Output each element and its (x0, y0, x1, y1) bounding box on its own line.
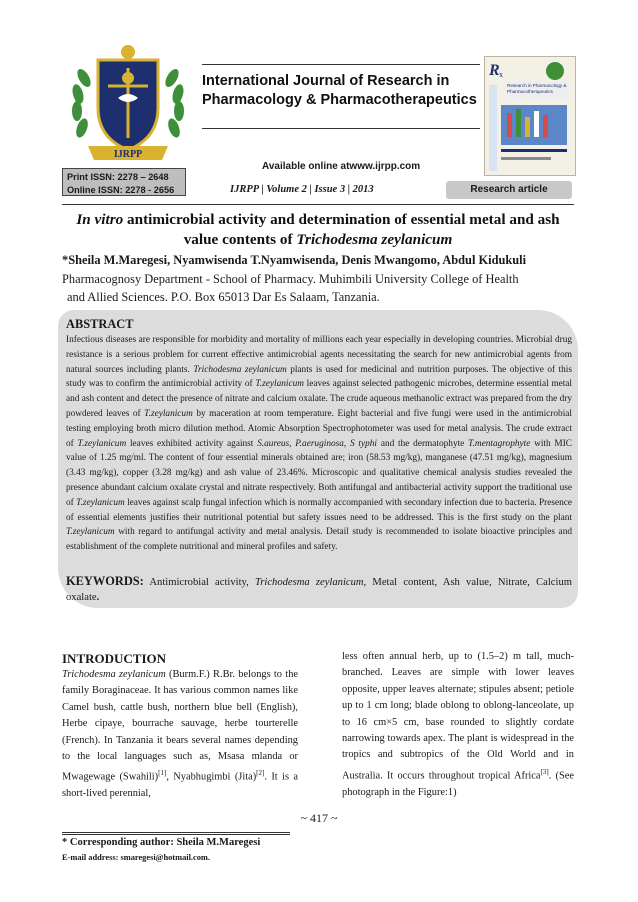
footnote-rule (62, 832, 290, 835)
abstract-text: with regard to antifungal activity and metal analysis. Detail study is recommended to isolate bioactive principles and establishment of the complete nutritional and mineral profiles and safety. (66, 527, 572, 553)
intro-text: . (See photograph in the Figure:1) (342, 770, 574, 798)
intro-species: Trichodesma zeylanicum (62, 669, 166, 680)
svg-text:R: R (489, 62, 500, 79)
abstract-italic: T.zeylanicum (76, 497, 125, 508)
abstract-italic: T.zeylanicum (255, 379, 304, 390)
journal-title-line2: Pharmacology & Pharmacotherapeutics (202, 92, 477, 108)
intro-text: . It is a short-lived perennial, (62, 771, 298, 800)
journal-logo (62, 38, 194, 166)
abstract-body (66, 333, 572, 555)
title-main: antimicrobial activity and determination of essential metal and ash value contents of (123, 211, 560, 248)
abstract-text: Infectious diseases are responsible for morbidity and mortality of millions each year especially in developing countries. Microbial drug resistance is a serious problem for current effective antimicrobial agents necessitating the search for new antimicrobial agents from natural sources including plants. (66, 335, 572, 375)
article-type-badge: Research article (446, 181, 572, 199)
page-number: ~ 417 ~ (300, 811, 338, 825)
keywords (66, 574, 572, 605)
citation-ref[interactable]: [2] (256, 769, 265, 778)
author-email[interactable]: E-mail address: smaregesi@hotmail.com. (62, 853, 210, 862)
abstract-text: and the dermatophyte (377, 438, 469, 449)
intro-text: (Burm.F.) R.Br. belongs to the family Boraginaceae. It has various common names like Camel bush, cattle bush, northern blue bell (English), Herbe cipaye, bourrache sauvage, herbe tourterelle (French). In Tanzania it bears several names depending to the local languages such as, Msasa mlanda or Mwagewage (Swahili) (62, 669, 298, 783)
header-rule-top (202, 64, 480, 65)
svg-text:x: x (499, 70, 503, 79)
keywords-text: Antimicrobial activity, (143, 577, 255, 588)
authors: *Sheila M.Maregesi, Nyamwisenda T.Nyamwisenda, Denis Mwangomo, Abdul Kidukuli (62, 253, 527, 267)
header-rule-bottom (202, 128, 480, 129)
abstract-text: leaves exhibited activity against (126, 438, 258, 449)
title-species: Trichodesma zeylanicum (296, 231, 453, 248)
abstract-italic: T.mentagrophyte (468, 438, 531, 449)
header-divider (62, 204, 574, 205)
abstract-text: leaves against scalp fungal infection which is normally accompanied with secondary infection due to bacteria. Presence of essential elements justifies their nutritional potential but safety issues need to be addressed. This is the first study on the plant (66, 497, 572, 523)
introduction-heading: INTRODUCTION (62, 651, 167, 666)
keywords-italic: Trichodesma zeylanicum, (254, 577, 367, 588)
issn-print: Print ISSN: 2278 – 2648 (67, 172, 169, 182)
journal-title-line1: International Journal of Research in (202, 73, 450, 89)
introduction-right-column (342, 649, 574, 801)
corresponding-author: * Corresponding author: Sheila M.Maregesi (62, 837, 261, 848)
affiliation-line2: and Allied Sciences. P.O. Box 65013 Dar Es Salaam, Tanzania. (67, 290, 380, 304)
logo-text: IJRPP (113, 149, 143, 160)
abstract-italic: T.zeylanicum (144, 408, 193, 419)
issn-box (62, 168, 186, 196)
intro-text: , Nyabhugimbi (Jita) (166, 771, 257, 783)
affiliation-line1: Pharmacognosy Department - School of Pharmacy. Muhimbili University College of Health (62, 272, 519, 286)
keywords-period: . (96, 592, 100, 603)
citation-ref[interactable]: [1] (158, 769, 167, 778)
journal-cover-thumbnail (484, 56, 576, 176)
issue-line: IJRPP | Volume 2 | Issue 3 | 2013 (230, 184, 374, 195)
available-online-text: Available online atwww.ijrpp.com (262, 161, 421, 172)
cover-art-icon (485, 57, 575, 175)
abstract-text: with MIC value of 1.25 mg/ml. The content of four essential minerals obtained are; iron (58.53 mg/kg), manganese (47.51 mg/kg), magnesium (3.43 mg/kg), copper (3.28 mg/kg) and ash value of 23.46%. Microscopic and qualitative chemical analysis studies revealed the presence abundant calcium oxalate crystal and nitrate respectively. Both antifungal and antibacterial activity support the traditional use of (66, 438, 572, 508)
intro-text: less often annual herb, up to (1.5–2) m tall, much-branched. Leaves are simple with lower leaves opposite, upper leaves alternate; stipules absent; petiole up to 1 cm long; blade oblong to oblong-lanceolate, up to 16 cm×5 cm, base rounded to slightly cordate narrowing towards apex. The plant is widespread in the tropics and subtropics of the Old World and in Australia. It occurs throughout tropical Africa (342, 651, 574, 782)
keywords-label: KEYWORDS: (66, 574, 144, 588)
article-title (62, 210, 574, 250)
citation-ref[interactable]: [3] (540, 767, 549, 776)
abstract-italic: T.zeylanicum (77, 438, 127, 449)
journal-title (202, 72, 482, 110)
abstract-text: leaves against selected pathogenic microbes, determine essential metal and ash content and detect the presence of nitrate and calcium oxalate. The crude aqueous methanolic extract was prepared from the dry powdered leaves of (66, 379, 572, 419)
title-prefix: In vitro (76, 211, 124, 228)
introduction-left-column (62, 667, 298, 803)
abstract-text: by maceration at room temperature. Eight bacterial and five fungi were used in the antimicrobial testing employing broth micro dilution method. Atomic Absorption Spectrophotometer was used for metal analysis. The crude extract of (66, 408, 572, 449)
abstract-italic: T.zeylanicum (66, 527, 115, 538)
keywords-text: Metal content, Ash value, Nitrate, Calcium oxalate (66, 577, 572, 603)
cover-title: Research in Pharmacology & Pharmacotherapeutics (507, 83, 567, 94)
affiliation (62, 270, 574, 306)
issn-online: Online ISSN: 2278 - 2656 (67, 185, 175, 195)
abstract-italic: S.aureus, P.aeruginosa, S typhi (257, 438, 378, 449)
abstract-text: plants is used for medicinal and nutrition purposes. The objective of this study was to confirm the antimicrobial activity of (66, 364, 572, 390)
abstract-heading: ABSTRACT (66, 317, 134, 331)
abstract-italic: Trichodesma zeylanicum (193, 364, 287, 375)
